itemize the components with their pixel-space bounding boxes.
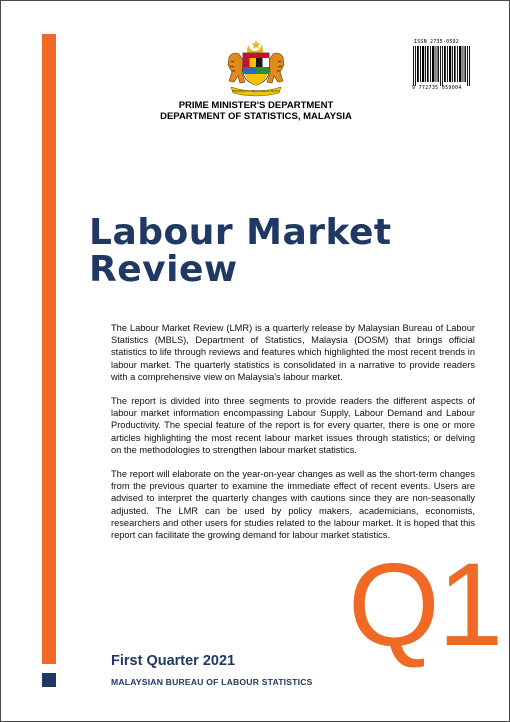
svg-text:BERSEKUTU BERTAMBAH MUTU: BERSEKUTU BERTAMBAH MUTU bbox=[232, 89, 280, 93]
report-title-line-2: Review bbox=[89, 249, 238, 290]
barcode-icon bbox=[410, 46, 474, 86]
navy-square-marker bbox=[42, 673, 56, 687]
department-line-1: PRIME MINISTER'S DEPARTMENT bbox=[178, 100, 334, 111]
barcode-digits: 9 772735 059004 bbox=[412, 85, 462, 91]
quarter-label: First Quarter 2021 bbox=[111, 653, 236, 669]
barcode bbox=[410, 39, 474, 91]
bureau-name: MALAYSIAN BUREAU OF LABOUR STATISTICS bbox=[111, 677, 313, 687]
intro-paragraph-1: The Labour Market Review (LMR) is a quarterly release by Malaysian Bureau of Labour Statistics (MBLS), Department of Statistics, Malaysia (DOSM) that brings official statistics to life through reviews and features which highlighted the most recent trends in labour market. The quarterly statistics is consolidated in a narrative to provide readers with a comprehensive view on Malaysia's labour market. bbox=[111, 323, 475, 382]
intro-paragraph-3: The report will elaborate on the year-on-year changes as well as the short-term changes from the previous quarter to examine the immediate effect of recent events. Users are advised to interpret the quarterly changes with cautions since they are non-seasonally adjusted. The LMR can be used by policy makers, academicians, economists, researchers and other users for studies related to the labour market. It is hoped that this report can facilitate the growing demand for labour market statistics. bbox=[111, 469, 475, 541]
report-title-line-1: Labour Market bbox=[89, 212, 392, 253]
introduction-text bbox=[111, 322, 475, 553]
quarter-badge: Q1 bbox=[348, 539, 502, 671]
department-header bbox=[101, 100, 411, 122]
orange-side-bar bbox=[42, 34, 56, 664]
report-title bbox=[89, 214, 392, 288]
coat-of-arms-icon bbox=[223, 39, 289, 97]
department-line-2: DEPARTMENT OF STATISTICS, MALAYSIA bbox=[160, 111, 352, 122]
intro-paragraph-2: The report is divided into three segments to provide readers the different aspects of labour market information encompassing Labour Supply, Labour Demand and Labour Productivity. The special feature of the report is for every quarter, there is one or more articles highlighting the most recent labour market issues through statistics; or delving on the methodologies to strengthen labour market statistics. bbox=[111, 396, 475, 455]
issn-label: ISSN 2735-0592 bbox=[414, 39, 459, 45]
